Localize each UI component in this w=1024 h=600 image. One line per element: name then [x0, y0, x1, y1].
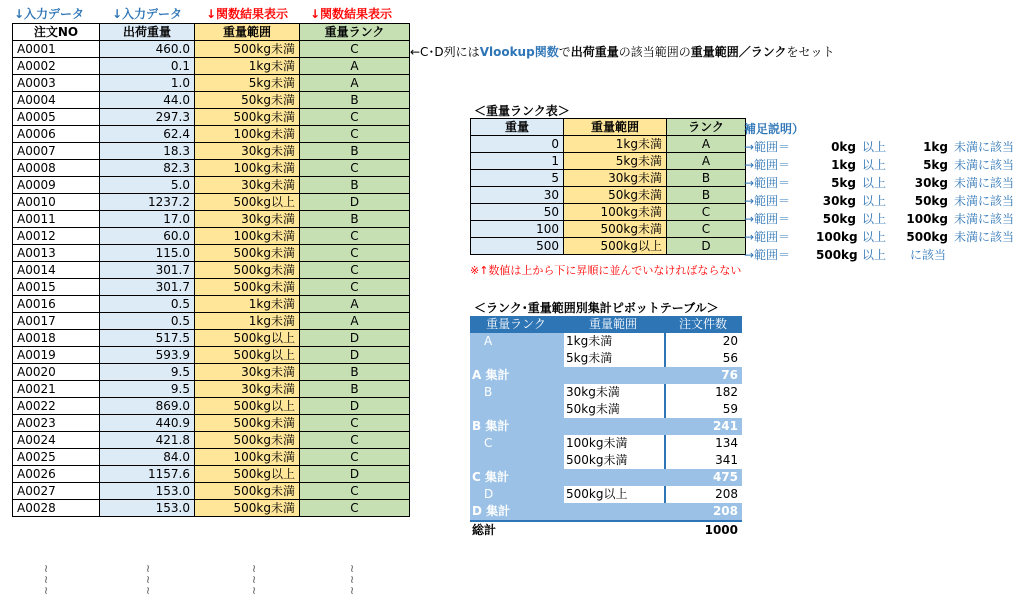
weight-rank-cell[interactable]: C	[300, 415, 410, 432]
weight-range-cell[interactable]: 30kg未満	[195, 177, 300, 194]
supplement-to: 50kg	[914, 194, 948, 208]
weight-range-cell[interactable]: 500kg未満	[195, 109, 300, 126]
table-row	[13, 245, 410, 262]
table-row	[13, 92, 410, 109]
weight-rank-cell[interactable]: C	[300, 432, 410, 449]
shipping-weight-cell[interactable]: 301.7	[100, 262, 195, 279]
rank-weight-cell[interactable]: 30	[471, 187, 564, 204]
weight-rank-cell[interactable]: D	[300, 194, 410, 211]
supplement-ijo: 以上	[862, 176, 887, 190]
rank-weight-cell[interactable]: 50	[471, 204, 564, 221]
pivot-subtotal-value[interactable]: 475	[712, 470, 738, 484]
weight-rank-cell[interactable]: A	[300, 296, 410, 313]
table-row	[13, 126, 410, 143]
shipping-weight-cell[interactable]: 0.5	[100, 313, 195, 330]
supplement-arrow: →範囲＝	[744, 194, 791, 208]
weight-rank-cell[interactable]: C	[300, 160, 410, 177]
shipping-weight-cell[interactable]: 9.5	[100, 381, 195, 398]
shipping-weight-cell[interactable]: 17.0	[100, 211, 195, 228]
pivot-header-range[interactable]: 重量範囲	[588, 317, 637, 331]
weight-range-cell[interactable]: 500kg以上	[195, 347, 300, 364]
rank-header-range[interactable]: 重量範囲	[564, 119, 667, 136]
header-order-no[interactable]: 注文NO	[13, 24, 100, 41]
rank-rank-cell[interactable]: A	[667, 136, 746, 153]
header-weight-range[interactable]: 重量範囲	[195, 24, 300, 41]
pivot-header-row	[470, 316, 742, 333]
shipping-weight-cell[interactable]: 18.3	[100, 143, 195, 160]
weight-range-cell[interactable]: 500kg未満	[195, 279, 300, 296]
weight-range-cell[interactable]: 1kg未満	[195, 296, 300, 313]
order-no-cell[interactable]: A0009	[13, 177, 100, 194]
rank-table-row	[471, 170, 746, 187]
supplement-tail: 未満に該当	[954, 140, 1015, 154]
shipping-weight-cell[interactable]: 593.9	[100, 347, 195, 364]
table-row	[13, 143, 410, 160]
pivot-item-row	[470, 435, 742, 452]
order-no-cell[interactable]: A0006	[13, 126, 100, 143]
weight-rank-cell[interactable]: B	[300, 143, 410, 160]
supplement-to: 1kg	[923, 140, 948, 154]
weight-rank-cell[interactable]: C	[300, 483, 410, 500]
vlookup-note-p7: をセット	[786, 45, 835, 59]
order-no-cell[interactable]: A0026	[13, 466, 100, 483]
order-table-header-row	[13, 24, 410, 41]
rank-table	[470, 118, 746, 255]
weight-range-cell[interactable]: 5kg未満	[195, 75, 300, 92]
weight-range-cell[interactable]: 1kg未満	[195, 313, 300, 330]
rank-header-rank[interactable]: ランク	[667, 119, 746, 136]
shipping-weight-cell[interactable]: 0.1	[100, 58, 195, 75]
pivot-subtotal-value[interactable]: 208	[712, 504, 738, 518]
supplement-to: 100kg	[906, 212, 948, 226]
order-no-cell[interactable]: A0012	[13, 228, 100, 245]
supplement-ijo: 以上	[862, 230, 887, 244]
supplement-arrow: →範囲＝	[744, 212, 791, 226]
pivot-title: ＜ランク･重量範囲別集計ピボットテーブル＞	[474, 301, 719, 315]
supplement-arrow: →範囲＝	[744, 176, 791, 190]
shipping-weight-cell[interactable]: 0.5	[100, 296, 195, 313]
table-row	[13, 177, 410, 194]
vlookup-note	[410, 43, 835, 60]
pivot-count-cell[interactable]: 182	[664, 384, 742, 401]
rank-table-row	[471, 153, 746, 170]
shipping-weight-cell[interactable]: 44.0	[100, 92, 195, 109]
rank-table-row	[471, 238, 746, 255]
supplement-ijo: 以上	[862, 140, 887, 154]
rank-range-cell[interactable]: 100kg未満	[564, 204, 667, 221]
pivot-table	[470, 316, 742, 539]
weight-range-cell[interactable]: 500kg以上	[195, 194, 300, 211]
order-no-cell[interactable]: A0019	[13, 347, 100, 364]
weight-rank-cell[interactable]: C	[300, 245, 410, 262]
pivot-item-row	[470, 401, 742, 418]
table-row	[13, 364, 410, 381]
shipping-weight-cell[interactable]: 421.8	[100, 432, 195, 449]
shipping-weight-cell[interactable]: 115.0	[100, 245, 195, 262]
rank-weight-cell[interactable]: 5	[471, 170, 564, 187]
weight-rank-cell[interactable]: D	[300, 330, 410, 347]
table-row	[13, 330, 410, 347]
supplement-arrow: →範囲＝	[744, 230, 791, 244]
order-no-cell[interactable]: A0025	[13, 449, 100, 466]
shipping-weight-cell[interactable]: 9.5	[100, 364, 195, 381]
weight-rank-cell[interactable]: C	[300, 109, 410, 126]
rank-table-row	[471, 187, 746, 204]
pivot-subtotal-row	[470, 503, 742, 520]
weight-range-cell[interactable]: 500kg未満	[195, 41, 300, 58]
pivot-rank-cell[interactable]	[470, 452, 562, 469]
rank-rank-cell[interactable]: B	[667, 187, 746, 204]
pivot-subtotal-label[interactable]: A 集計	[472, 368, 510, 382]
order-no-cell[interactable]: A0028	[13, 500, 100, 517]
pivot-count-cell[interactable]: 134	[664, 435, 742, 452]
table-row	[13, 211, 410, 228]
weight-rank-cell[interactable]: A	[300, 75, 410, 92]
shipping-weight-cell[interactable]: 82.3	[100, 160, 195, 177]
rank-weight-cell[interactable]: 1	[471, 153, 564, 170]
weight-range-cell[interactable]: 500kg未満	[195, 432, 300, 449]
weight-range-cell[interactable]: 500kg未満	[195, 483, 300, 500]
shipping-weight-cell[interactable]: 5.0	[100, 177, 195, 194]
continuation-mark-4: ≀ ≀ ≀	[350, 562, 355, 597]
rank-range-cell[interactable]: 500kg以上	[564, 238, 667, 255]
rank-weight-cell[interactable]: 0	[471, 136, 564, 153]
pivot-count-cell[interactable]: 59	[664, 401, 742, 418]
pivot-range-cell[interactable]: 30kg未満	[562, 384, 664, 401]
table-row	[13, 41, 410, 58]
table-row	[13, 398, 410, 415]
shipping-weight-cell[interactable]: 153.0	[100, 483, 195, 500]
table-row	[13, 466, 410, 483]
supplement-tail: 未満に該当	[954, 194, 1015, 208]
supplement-ijo: 以上	[862, 248, 887, 262]
weight-rank-cell[interactable]: C	[300, 41, 410, 58]
order-no-cell[interactable]: A0016	[13, 296, 100, 313]
pivot-total-row	[470, 520, 742, 539]
pivot-count-cell[interactable]: 341	[664, 452, 742, 469]
rank-table-row	[471, 221, 746, 238]
rank-weight-cell[interactable]: 100	[471, 221, 564, 238]
order-no-cell[interactable]: A0014	[13, 262, 100, 279]
supplement-from: 5kg	[831, 176, 856, 190]
weight-rank-cell[interactable]: A	[300, 313, 410, 330]
weight-range-cell[interactable]: 500kg未満	[195, 500, 300, 517]
table-row	[13, 313, 410, 330]
weight-range-cell[interactable]: 100kg未満	[195, 160, 300, 177]
pivot-rank-cell[interactable]	[470, 401, 562, 418]
rank-range-cell[interactable]: 1kg未満	[564, 136, 667, 153]
supplement-arrow: →範囲＝	[744, 248, 791, 262]
vlookup-note-range-rank: 重量範囲／ランク	[690, 45, 787, 59]
pivot-rank-cell[interactable]: B	[470, 384, 562, 401]
rank-table-title: ＜重量ランク表＞	[474, 104, 570, 118]
weight-range-cell[interactable]: 500kg以上	[195, 398, 300, 415]
supplement-arrow: →範囲＝	[744, 140, 791, 154]
rank-range-cell[interactable]: 30kg未満	[564, 170, 667, 187]
rank-range-cell[interactable]: 500kg未満	[564, 221, 667, 238]
weight-rank-cell[interactable]: C	[300, 126, 410, 143]
weight-range-cell[interactable]: 500kg未満	[195, 262, 300, 279]
weight-rank-cell[interactable]: D	[300, 466, 410, 483]
table-row	[13, 432, 410, 449]
order-no-cell[interactable]: A0023	[13, 415, 100, 432]
table-row	[13, 194, 410, 211]
order-no-cell[interactable]: A0004	[13, 92, 100, 109]
function-result-marker-1: ↓関数結果表示	[206, 7, 289, 21]
shipping-weight-cell[interactable]: 301.7	[100, 279, 195, 296]
pivot-range-cell[interactable]: 50kg未満	[562, 401, 664, 418]
pivot-count-cell[interactable]: 20	[664, 333, 742, 350]
weight-rank-cell[interactable]: A	[300, 58, 410, 75]
header-shipping-weight[interactable]: 出荷重量	[100, 24, 195, 41]
pivot-subtotal-row	[470, 469, 742, 486]
table-row	[13, 347, 410, 364]
rank-table-note: ※↑数値は上から下に昇順に並んでいなければならない	[470, 264, 742, 277]
weight-rank-cell[interactable]: B	[300, 381, 410, 398]
supplement-tail: 未満に該当	[954, 212, 1015, 226]
weight-range-cell[interactable]: 500kg未満	[195, 245, 300, 262]
pivot-rank-cell[interactable]: C	[470, 435, 562, 452]
pivot-count-cell[interactable]: 208	[664, 486, 742, 503]
table-row	[13, 262, 410, 279]
rank-table-row	[471, 136, 746, 153]
supplement-arrow: →範囲＝	[744, 158, 791, 172]
vlookup-note-weight: 出荷重量	[570, 45, 619, 59]
continuation-mark-2: ≀ ≀ ≀	[146, 562, 151, 597]
table-row	[13, 483, 410, 500]
rank-range-cell[interactable]: 50kg未満	[564, 187, 667, 204]
weight-range-cell[interactable]: 500kg以上	[195, 330, 300, 347]
order-no-cell[interactable]: A0021	[13, 381, 100, 398]
shipping-weight-cell[interactable]: 153.0	[100, 500, 195, 517]
vlookup-note-func: Vlookup関数	[479, 45, 559, 59]
input-data-marker-2: ↓入力データ	[112, 7, 183, 21]
supplement-from: 30kg	[822, 194, 856, 208]
supplement-from: 1kg	[831, 158, 856, 172]
pivot-count-cell[interactable]: 56	[664, 350, 742, 367]
continuation-mark-3: ≀ ≀ ≀	[252, 562, 257, 597]
vlookup-note-p1: ←C･D列には	[410, 45, 480, 59]
pivot-total-value[interactable]: 1000	[704, 523, 738, 537]
supplement-to: 500kg	[906, 230, 948, 244]
shipping-weight-cell[interactable]: 440.9	[100, 415, 195, 432]
vlookup-note-p3: で	[558, 45, 571, 59]
weight-rank-cell[interactable]: D	[300, 398, 410, 415]
supplement-from: 500kg	[816, 248, 858, 262]
table-row	[13, 228, 410, 245]
table-row	[13, 58, 410, 75]
order-no-cell[interactable]: A0002	[13, 58, 100, 75]
order-no-cell[interactable]: A0003	[13, 75, 100, 92]
table-row	[13, 279, 410, 296]
continuation-mark-1: ≀ ≀ ≀	[44, 562, 49, 597]
pivot-item-row	[470, 350, 742, 367]
rank-rank-cell[interactable]: B	[667, 170, 746, 187]
pivot-subtotal-spacer	[562, 367, 664, 384]
supplement-to: 5kg	[923, 158, 948, 172]
weight-range-cell[interactable]: 30kg未満	[195, 211, 300, 228]
rank-rank-cell[interactable]: C	[667, 221, 746, 238]
order-no-cell[interactable]: A0010	[13, 194, 100, 211]
rank-rank-cell[interactable]: D	[667, 238, 746, 255]
table-row	[13, 415, 410, 432]
weight-rank-cell[interactable]: D	[300, 347, 410, 364]
order-no-cell[interactable]: A0018	[13, 330, 100, 347]
rank-rank-cell[interactable]: C	[667, 204, 746, 221]
pivot-subtotal-spacer	[562, 469, 664, 486]
table-row	[13, 296, 410, 313]
order-no-cell[interactable]: A0001	[13, 41, 100, 58]
rank-header-weight[interactable]: 重量	[471, 119, 564, 136]
table-row	[13, 160, 410, 177]
order-no-cell[interactable]: A0005	[13, 109, 100, 126]
weight-rank-cell[interactable]: C	[300, 279, 410, 296]
supplement-to: 30kg	[914, 176, 948, 190]
pivot-range-cell[interactable]: 1kg未満	[562, 333, 664, 350]
weight-range-cell[interactable]: 1kg未満	[195, 58, 300, 75]
pivot-subtotal-label[interactable]: D 集計	[472, 504, 511, 518]
weight-rank-cell[interactable]: C	[300, 449, 410, 466]
weight-rank-cell[interactable]: C	[300, 262, 410, 279]
supplement-tail: に該当	[910, 248, 947, 262]
table-row	[13, 109, 410, 126]
shipping-weight-cell[interactable]: 62.4	[100, 126, 195, 143]
pivot-range-cell[interactable]: 500kg未満	[562, 452, 664, 469]
order-no-cell[interactable]: A0015	[13, 279, 100, 296]
weight-rank-cell[interactable]: B	[300, 92, 410, 109]
weight-rank-cell[interactable]: C	[300, 228, 410, 245]
supplement-tail: 未満に該当	[954, 158, 1015, 172]
pivot-item-row	[470, 452, 742, 469]
shipping-weight-cell[interactable]: 1.0	[100, 75, 195, 92]
weight-range-cell[interactable]: 500kg以上	[195, 466, 300, 483]
shipping-weight-cell[interactable]: 869.0	[100, 398, 195, 415]
pivot-subtotal-spacer	[562, 418, 664, 435]
supplement-title: 補足説明）	[744, 122, 805, 136]
weight-range-cell[interactable]: 50kg未満	[195, 92, 300, 109]
rank-range-cell[interactable]: 5kg未満	[564, 153, 667, 170]
supplement-from: 50kg	[822, 212, 856, 226]
rank-table-row	[471, 204, 746, 221]
function-result-marker-2: ↓関数結果表示	[310, 7, 393, 21]
weight-rank-cell[interactable]: B	[300, 364, 410, 381]
pivot-total-label[interactable]: 総計	[472, 523, 497, 537]
weight-rank-cell[interactable]: B	[300, 177, 410, 194]
shipping-weight-cell[interactable]: 1237.2	[100, 194, 195, 211]
pivot-header-count[interactable]: 注文件数	[678, 317, 727, 331]
order-table	[12, 23, 410, 517]
pivot-rank-cell[interactable]	[470, 350, 562, 367]
pivot-item-row	[470, 333, 742, 350]
pivot-subtotal-row	[470, 418, 742, 435]
weight-rank-cell[interactable]: B	[300, 211, 410, 228]
supplement-tail: 未満に該当	[954, 230, 1015, 244]
rank-weight-cell[interactable]: 500	[471, 238, 564, 255]
pivot-header-rank[interactable]: 重量ランク	[486, 317, 546, 331]
input-data-marker-1: ↓入力データ	[14, 7, 85, 21]
weight-range-cell[interactable]: 30kg未満	[195, 381, 300, 398]
pivot-item-row	[470, 486, 742, 503]
order-no-cell[interactable]: A0024	[13, 432, 100, 449]
table-row	[13, 500, 410, 517]
pivot-subtotal-label[interactable]: B 集計	[472, 419, 510, 433]
weight-range-cell[interactable]: 30kg未満	[195, 143, 300, 160]
pivot-subtotal-label[interactable]: C 集計	[472, 470, 509, 484]
shipping-weight-cell[interactable]: 460.0	[100, 41, 195, 58]
table-row	[13, 381, 410, 398]
table-row	[13, 75, 410, 92]
pivot-subtotal-spacer	[562, 503, 664, 520]
pivot-range-cell[interactable]: 5kg未満	[562, 350, 664, 367]
pivot-subtotal-value[interactable]: 241	[712, 419, 738, 433]
header-weight-rank[interactable]: 重量ランク	[300, 24, 410, 41]
pivot-range-cell[interactable]: 100kg未満	[562, 435, 664, 452]
supplement-from: 100kg	[816, 230, 858, 244]
rank-table-header-row	[471, 119, 746, 136]
supplement-ijo: 以上	[862, 194, 887, 208]
pivot-range-cell[interactable]: 500kg以上	[562, 486, 664, 503]
pivot-rank-cell[interactable]: D	[470, 486, 562, 503]
weight-rank-cell[interactable]: C	[300, 500, 410, 517]
pivot-subtotal-row	[470, 367, 742, 384]
pivot-total-spacer	[562, 522, 664, 539]
shipping-weight-cell[interactable]: 84.0	[100, 449, 195, 466]
order-no-cell[interactable]: A0007	[13, 143, 100, 160]
rank-rank-cell[interactable]: A	[667, 153, 746, 170]
pivot-subtotal-value[interactable]: 76	[721, 368, 738, 382]
order-no-cell[interactable]: A0020	[13, 364, 100, 381]
weight-range-cell[interactable]: 100kg未満	[195, 126, 300, 143]
order-no-cell[interactable]: A0011	[13, 211, 100, 228]
vlookup-note-p5: の該当範囲の	[618, 45, 691, 59]
weight-range-cell[interactable]: 30kg未満	[195, 364, 300, 381]
weight-range-cell[interactable]: 100kg未満	[195, 449, 300, 466]
order-no-cell[interactable]: A0013	[13, 245, 100, 262]
order-no-cell[interactable]: A0022	[13, 398, 100, 415]
weight-range-cell[interactable]: 100kg未満	[195, 228, 300, 245]
pivot-rank-cell[interactable]: A	[470, 333, 562, 350]
shipping-weight-cell[interactable]: 60.0	[100, 228, 195, 245]
order-no-cell[interactable]: A0027	[13, 483, 100, 500]
supplement-tail: 未満に該当	[954, 176, 1015, 190]
pivot-item-row	[470, 384, 742, 401]
table-row	[13, 449, 410, 466]
supplement-from: 0kg	[831, 140, 856, 154]
shipping-weight-cell[interactable]: 517.5	[100, 330, 195, 347]
supplement-ijo: 以上	[862, 158, 887, 172]
weight-range-cell[interactable]: 500kg未満	[195, 415, 300, 432]
supplement-ijo: 以上	[862, 212, 887, 226]
shipping-weight-cell[interactable]: 1157.6	[100, 466, 195, 483]
shipping-weight-cell[interactable]: 297.3	[100, 109, 195, 126]
order-no-cell[interactable]: A0008	[13, 160, 100, 177]
order-no-cell[interactable]: A0017	[13, 313, 100, 330]
